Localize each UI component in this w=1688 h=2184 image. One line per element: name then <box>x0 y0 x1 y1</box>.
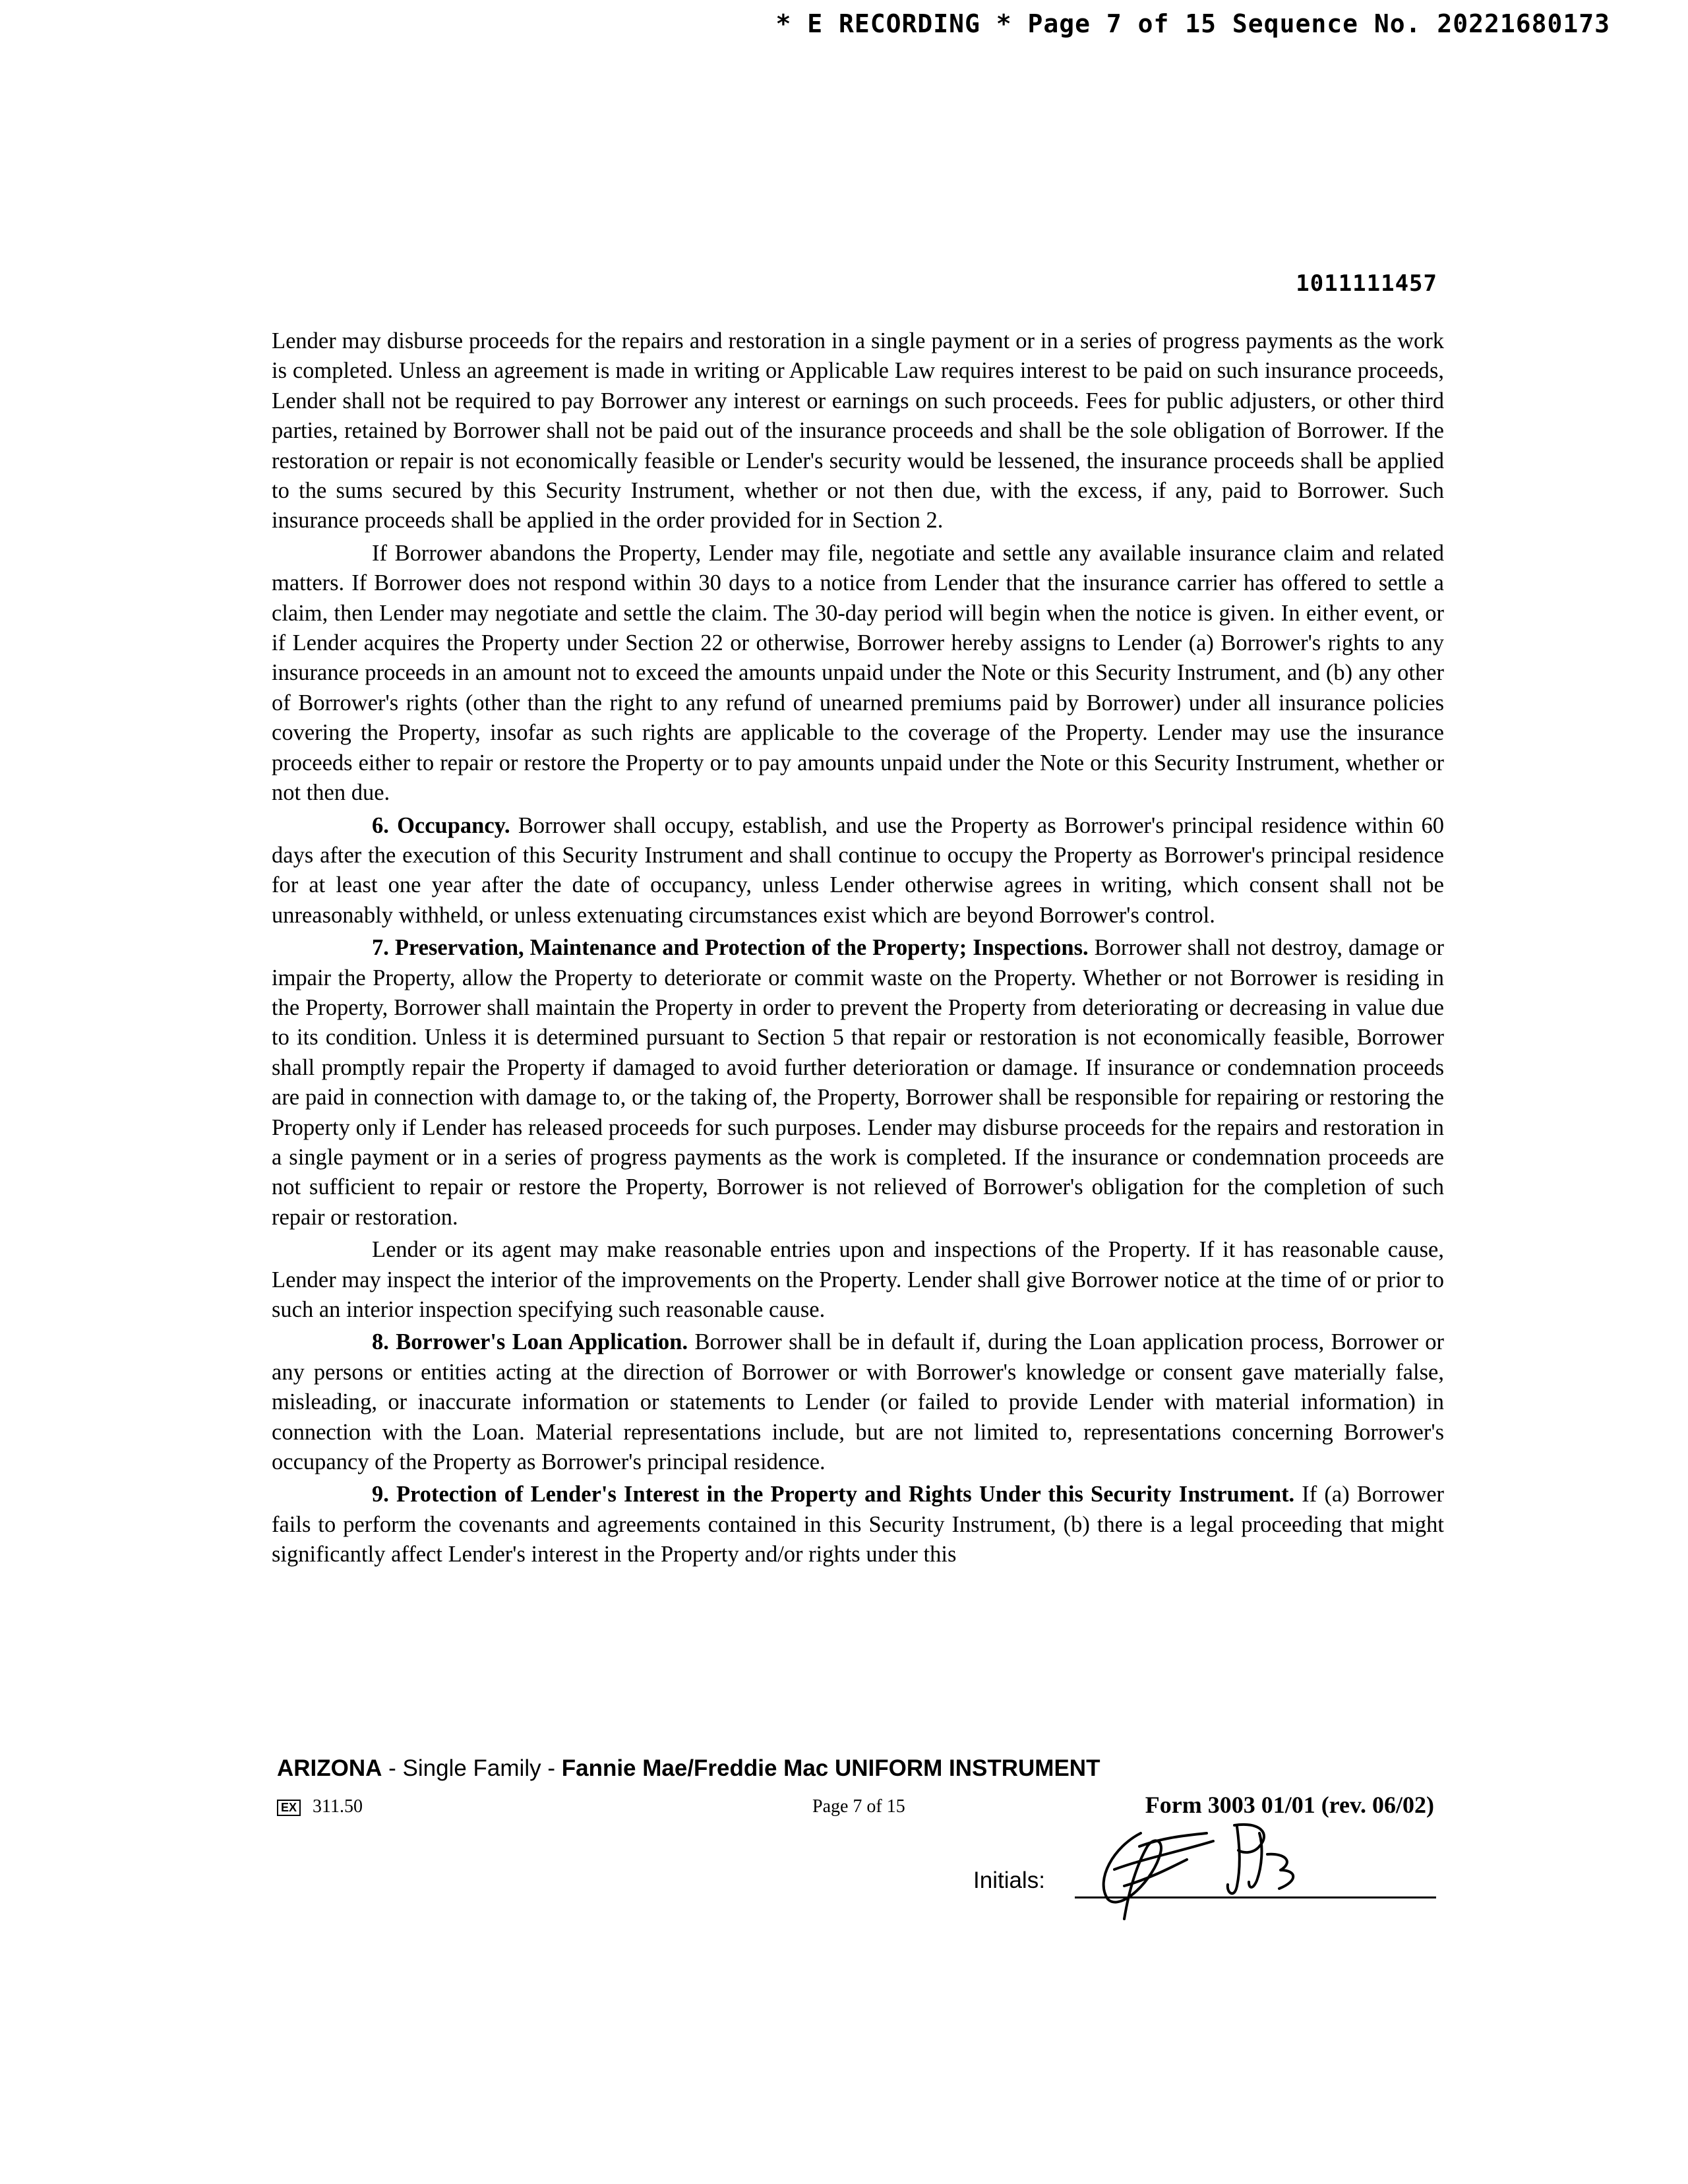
recording-header: * E RECORDING * Page 7 of 15 Sequence No. 20221680173 <box>775 9 1610 38</box>
section-8-heading: 8. Borrower's Loan Application. <box>372 1329 688 1355</box>
section-6-heading: 6. Occupancy. <box>372 812 510 838</box>
form-code-value: 311.50 <box>313 1796 363 1817</box>
footer-separator: - Single Family - <box>382 1755 562 1781</box>
section-9-heading: 9. Protection of Lender's Interest in the Property and Rights Under this Security Instrument. <box>372 1482 1295 1507</box>
initials-label: Initials: <box>973 1867 1045 1893</box>
document-body <box>272 326 1444 1573</box>
footer-form-code <box>277 1796 363 1817</box>
footer-state: ARIZONA <box>277 1755 382 1781</box>
paragraph-insurance-disbursement: Lender may disburse proceeds for the repairs and restoration in a single payment or in a series of progress payments as the work is completed. Unless an agreement is made in writing or Applicable Law requires interest to be paid on such insurance proceeds, Lender shall not be required to pay Borrower any interest or earnings on such proceeds. Fees for public adjusters, or other third parties, retained by Borrower shall not be paid out of the insurance proceeds and shall be the sole obligation of Borrower. If the restoration or repair is not economically feasible or Lender's security would be lessened, the insurance proceeds shall be applied to the sums secured by this Security Instrument, whether or not then due, with the excess, if any, paid to Borrower. Such insurance proceeds shall be applied in the order provided for in Section 2. <box>272 328 1444 533</box>
paragraph-inspections: Lender or its agent may make reasonable entries upon and inspections of the Property. If it has reasonable cause, Lender may inspect the interior of the improvements on the Property. Lender shall give Borrower notice at the time of or prior to such an interior inspection specifying such reasonable cause. <box>272 1237 1444 1322</box>
section-6-text: Borrower shall occupy, establish, and use the Property as Borrower's principal residence within 60 days after the execution of this Security Instrument and shall continue to occupy the Property as Borrower's principal residence for at least one year after the date of occupancy, unless Lender otherwise agrees in writing, which consent shall not be unreasonably withheld, or unless extenuating circumstances exist which are beyond Borrower's control. <box>272 812 1445 928</box>
handwritten-initials-signature <box>1062 1807 1339 1926</box>
footer-instrument: Fannie Mae/Freddie Mac UNIFORM INSTRUMENT <box>561 1755 1100 1781</box>
section-7-text: Borrower shall not destroy, damage or impair the Property, allow the Property to deteriorate or commit waste on the Property. Whether or not Borrower is residing in the Property, Borrower shall maintain the Property in order to prevent the Property from deteriorating or decreasing in value due to its condition. Unless it is determined pursuant to Section 5 that repair or restoration is not economically feasible, Borrower shall promptly repair the Property if damaged to avoid further deterioration or damage. If insurance or condemnation proceeds are paid in connection with damage to, or the taking of, the Property, Borrower shall be responsible for repairing or restoring the Property only if Lender has released proceeds for such purposes. Lender may disburse proceeds for the repairs and restoration in a single payment or in a series of progress payments as the work is completed. If the insurance or condemnation proceeds are not sufficient to repair or restore the Property, Borrower is not relieved of Borrower's obligation for the completion of such repair or restoration. <box>272 935 1444 1230</box>
section-9-text: If (a) Borrower fails to perform the covenants and agreements contained in this Security Instrument, (b) there is a legal proceeding that might significantly affect Lender's interest in the Property and/or rights under this <box>272 1482 1444 1567</box>
ellie-mae-badge-icon: EX <box>277 1800 301 1816</box>
section-7-preservation <box>272 933 1444 1232</box>
section-9-protection <box>272 1480 1444 1569</box>
section-8-loan-application <box>272 1327 1444 1477</box>
footer-form-number: Form 3003 01/01 (rev. 06/02) <box>1145 1792 1434 1818</box>
section-6-occupancy <box>272 811 1444 931</box>
section-7-heading: 7. Preservation, Maintenance and Protection of the Property; Inspections. <box>372 935 1089 961</box>
footer-page-number: Page 7 of 15 <box>812 1796 905 1817</box>
paragraph-abandonment: If Borrower abandons the Property, Lender may file, negotiate and settle any available insurance claim and related matters. If Borrower does not respond within 30 days to a notice from Lender that the insurance carrier has offered to settle a claim, then Lender may negotiate and settle the claim. The 30-day period will begin when the notice is given. In either event, or if Lender acquires the Property under Section 22 or otherwise, Borrower hereby assigns to Lender (a) Borrower's rights to any insurance proceeds in an amount not to exceed the amounts unpaid under the Note or this Security Instrument, and (b) any other of Borrower's rights (other than the right to any refund of unearned premiums paid by Borrower) under all insurance policies covering the Property, insofar as such rights are applicable to the coverage of the Property. Lender may use the insurance proceeds either to repair or restore the Property or to pay amounts unpaid under the Note or this Security Instrument, whether or not then due. <box>272 540 1444 806</box>
footer-instrument-title <box>277 1755 1100 1782</box>
loan-number: 1011111457 <box>1296 270 1437 297</box>
section-8-text: Borrower shall be in default if, during the Loan application process, Borrower or any persons or entities acting at the direction of Borrower or with Borrower's knowledge or consent gave materially false, misleading, or inaccurate information or statements to Lender (or failed to provide Lender with material information) in connection with the Loan. Material representations include, but are not limited to, representations concerning Borrower's occupancy of the Property as Borrower's principal residence. <box>272 1329 1444 1475</box>
